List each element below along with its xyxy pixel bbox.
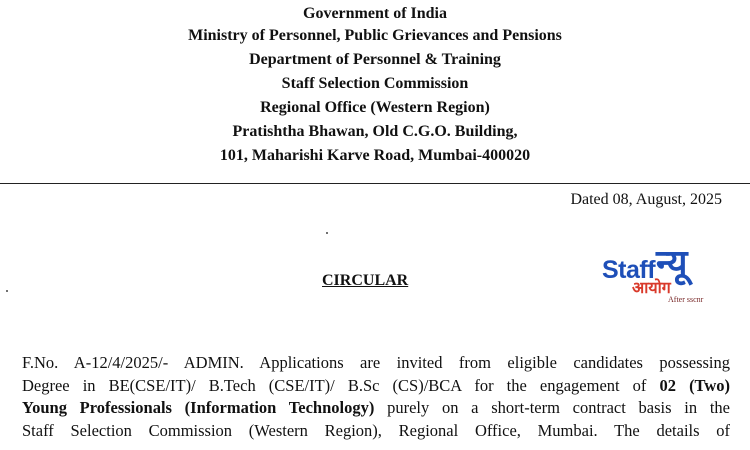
letterhead-government: Government of India [303,5,447,22]
logo-nyu-text: न्यू [656,243,688,284]
letterhead-regional-office: Regional Office (Western Region) [260,99,490,116]
scan-speck [326,232,328,234]
watermark-logo [598,244,746,308]
logo-tagline: After sscnr [668,295,704,304]
post-name: Young Professionals (Information Technology) [22,398,375,417]
body-line-2-text: Degree in BE(CSE/IT)/ B.Tech (CSE/IT)/ B.Sc (CS)/BCA for the engagement of [22,375,660,395]
circular-body [22,352,730,442]
letterhead-commission: Staff Selection Commission [281,75,469,92]
letterhead-building: Pratishtha Bhawan, Old C.G.O. Building, [232,123,518,140]
body-line-4: Staff Selection Commission (Western Region), Regional Office, Mumbai. The details of [22,420,730,440]
body-line-3 [22,397,730,420]
scan-speck [6,290,8,292]
header-divider [0,183,750,184]
post-count: 02 (Two) [659,375,731,395]
body-line-2 [22,375,730,398]
body-line-3-text: purely on a short-term contract basis in the [374,398,730,417]
letterhead-address: 101, Maharishi Karve Road, Mumbai-400020 [219,147,531,164]
circular-title: CIRCULAR [322,272,409,289]
letterhead-department: Department of Personnel & Training [249,51,501,68]
date-line: Dated 08, August, 2025 [570,191,722,208]
logo-staff-text: Staff [602,256,656,284]
body-line-1: F.No. A-12/4/2025/- ADMIN. Applications are invited from eligible candidates possessing [22,353,730,372]
letterhead-ministry: Ministry of Personnel, Public Grievances and Pensions [188,27,562,44]
logo-aayog-text: आयोग [632,278,671,297]
